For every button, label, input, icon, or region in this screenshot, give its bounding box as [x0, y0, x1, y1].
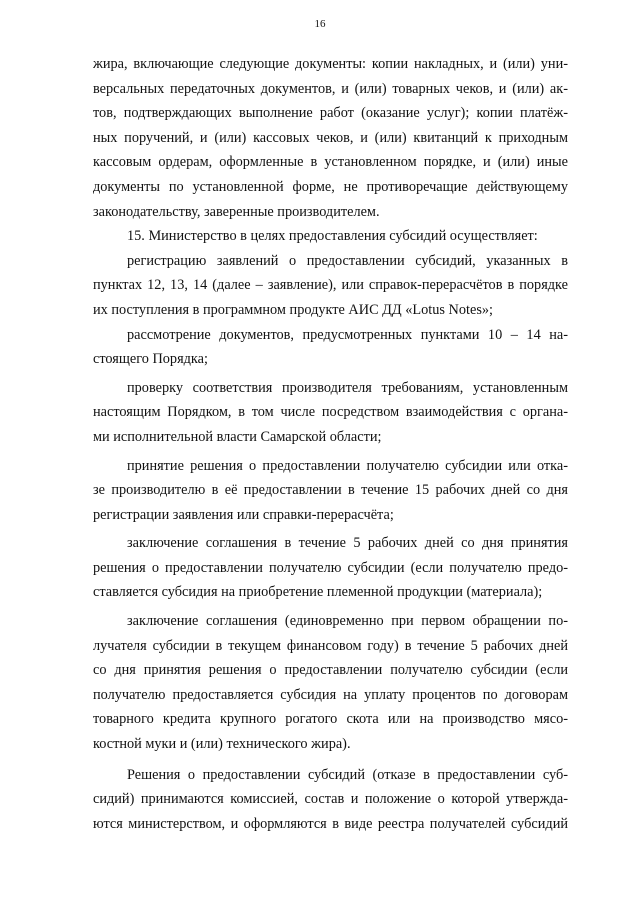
text-line: ных поручений, и (или) кассовых чеков, и (или) квитанций к приходным — [93, 129, 568, 146]
text-line: получателю предоставляется субсидия на уплату процентов по договорам — [93, 686, 568, 703]
text-line: товарного кредита крупного рогатого скота или на производство мясо- — [93, 711, 568, 728]
text-line: проверку соответствия производителя требованиям, установленным — [127, 379, 568, 396]
paragraph — [93, 323, 568, 372]
text-line: ются министерством, и оформляются в виде реестра получателей субсидий — [93, 815, 568, 832]
paragraph — [93, 224, 568, 249]
text-line: 15. Министерство в целях предоставления субсидий осуществляет: — [127, 228, 538, 245]
page-number: 16 — [314, 18, 326, 30]
text-line: кассовым ордерам, оформленные в установленном порядке, и (или) иные — [93, 154, 568, 171]
text-line: зе производителю в её предоставлении в течение 15 рабочих дней со дня — [93, 482, 568, 499]
text-line: жира, включающие следующие документы: копии накладных, и (или) уни- — [93, 56, 568, 72]
text-line: сидий) принимаются комиссией, состав и положение о которой утвержда- — [93, 791, 568, 808]
text-line: принятие решения о предоставлении получателю субсидии или отка- — [127, 457, 568, 474]
text-line: рассмотрение документов, предусмотренных пунктами 10 – 14 на- — [127, 326, 568, 343]
paragraph — [93, 531, 568, 605]
text-line: ми исполнительной власти Самарской области; — [93, 428, 382, 445]
text-line: законодательству, заверенные производителем. — [93, 203, 380, 220]
paragraph — [93, 249, 568, 323]
text-line: стоящего Порядка; — [93, 351, 208, 368]
text-line: ставляется субсидия на приобретение племенной продукции (материала); — [93, 584, 543, 601]
text-line: решения о предоставлении получателю субсидии (если получателю предо- — [93, 559, 568, 576]
text-line: тов, подтверждающих выполнение работ (оказание услуг); копии платёж- — [93, 105, 568, 122]
text-line: настоящим Порядком, в том числе посредством взаимодействия с органа- — [93, 404, 568, 421]
paragraph — [93, 376, 568, 450]
text-line: заключение соглашения в течение 5 рабочих дней со дня принятия — [127, 535, 568, 552]
text-line: регистрации заявления или справки-перерасчёта; — [93, 506, 394, 523]
document-body — [93, 52, 568, 836]
paragraph — [93, 763, 568, 837]
paragraph — [93, 454, 568, 528]
text-line: версальных передаточных документов, и (или) товарных чеков, и (или) ак- — [93, 80, 568, 97]
text-line: регистрацию заявлений о предоставлении субсидий, указанных в — [127, 252, 568, 269]
text-line: лучателя субсидии в текущем финансовом году) в течение 5 рабочих дней — [93, 637, 568, 654]
text-line: со дня принятия решения о предоставлении получателю субсидии (если — [93, 662, 568, 679]
text-line: заключение соглашения (единовременно при первом обращении по- — [127, 613, 568, 630]
paragraph — [93, 52, 568, 224]
text-line: пунктах 12, 13, 14 (далее – заявление), или справок-перерасчётов в порядке — [93, 277, 568, 294]
text-line: документы по установленной форме, не противоречащие действующему — [93, 178, 568, 195]
text-line: Решения о предоставлении субсидий (отказе в предоставлении суб- — [127, 766, 568, 783]
text-line: их поступления в программном продукте АИС ДД «Lotus Notes»; — [93, 301, 494, 318]
paragraph — [93, 609, 568, 757]
text-line: костной муки и (или) технического жира). — [93, 736, 351, 753]
